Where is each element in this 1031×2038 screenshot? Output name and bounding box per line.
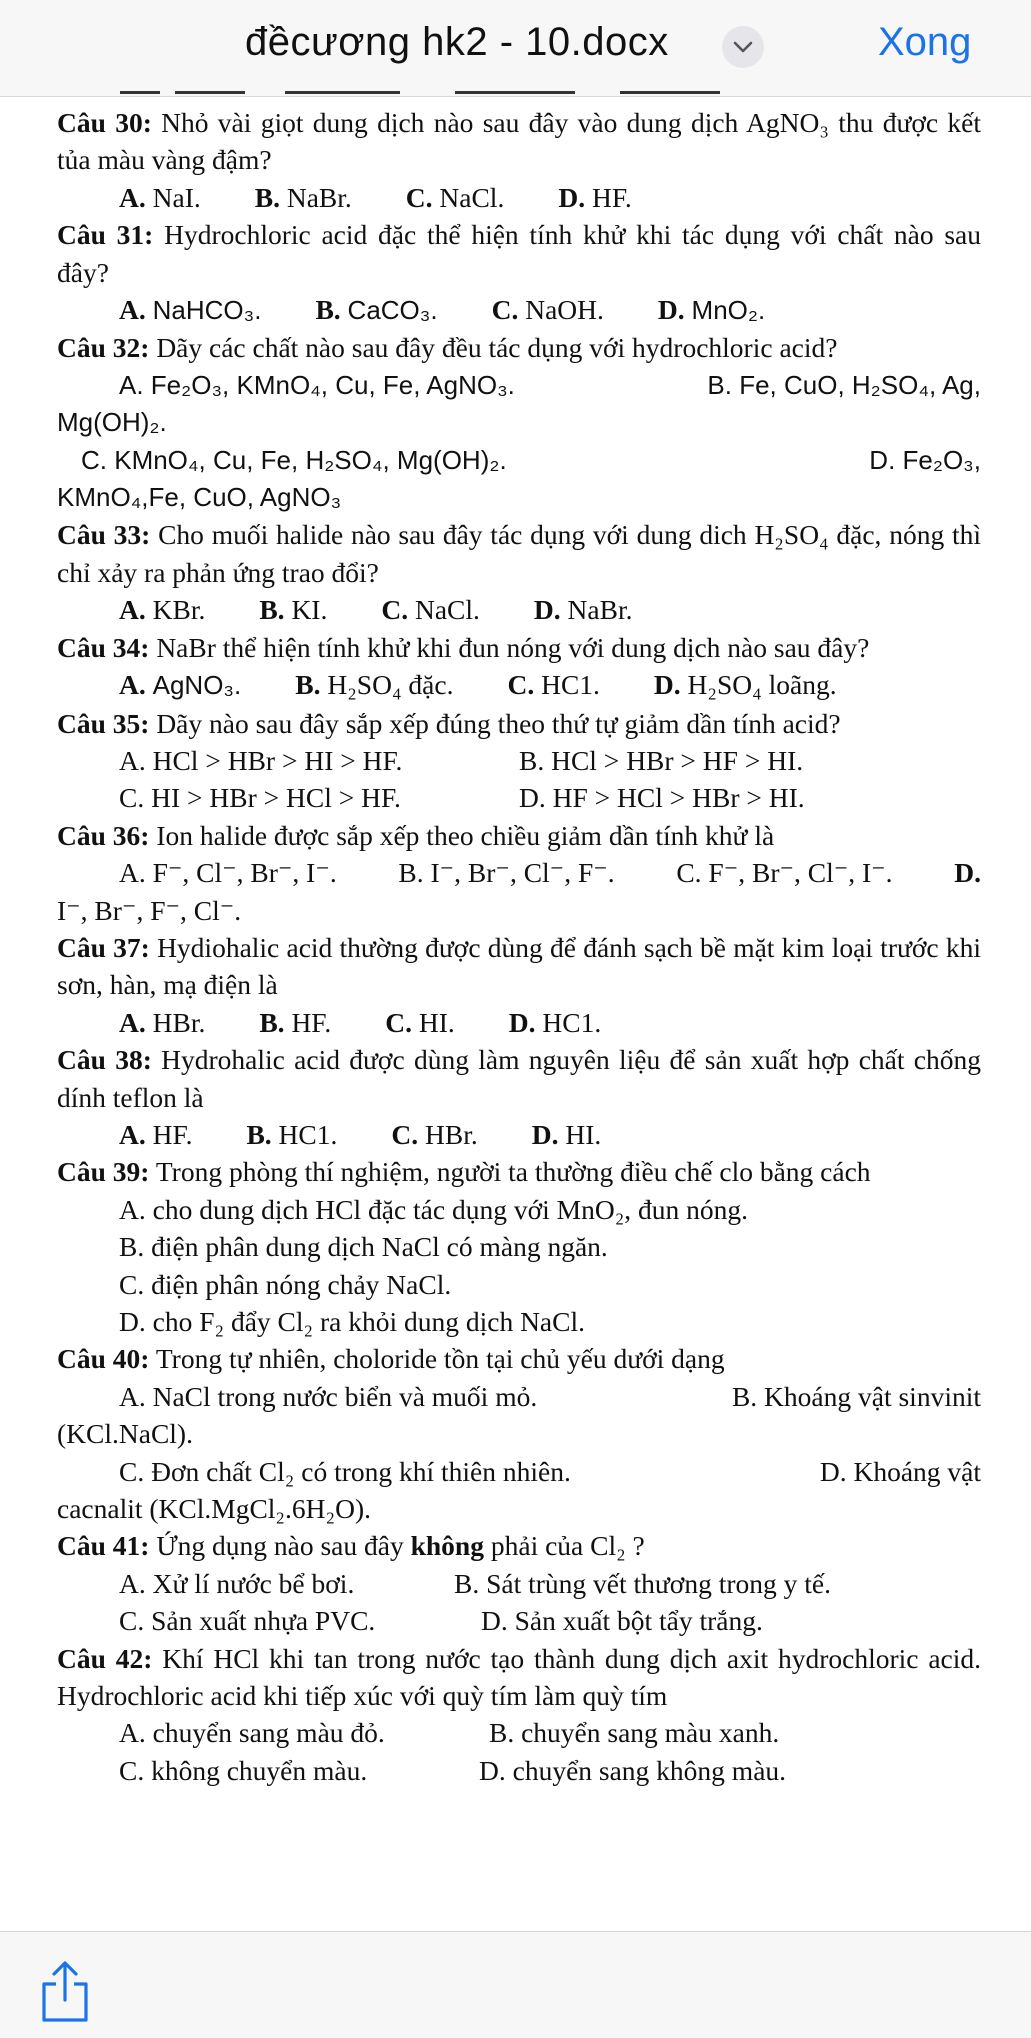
option-a: A. Xử lí nước bể bơi.: [119, 1567, 355, 1599]
question-41: [57, 1527, 981, 1564]
question-text: Hydrochloric acid đặc thể hiện tính khử khi tác dụng với chất nào sau đây?: [57, 219, 982, 288]
question-text: Dãy các chất nào sau đây đều tác dụng với hydrochloric acid?: [156, 332, 838, 364]
option-c: C. NaCl.: [405, 181, 505, 213]
question-number: Câu 39:: [57, 1156, 150, 1188]
question-text: Nhỏ vài giọt dung dịch nào sau đây vào dung dịch AgNO₃ thu được kết tủa màu vàng đậm?: [57, 107, 982, 176]
option-c: C. không chuyển màu.: [119, 1754, 368, 1786]
option-a: A. AgNO₃.: [119, 669, 242, 701]
option-c: C. NaOH.: [491, 294, 604, 326]
question-text-post: phải của Cl₂ ?: [483, 1530, 645, 1562]
option-a: A. KBr.: [119, 594, 206, 626]
option-d: D. HF.: [558, 181, 632, 213]
option-a: A. NaHCO₃.: [119, 294, 262, 326]
question-text: Cho muối halide nào sau đây tác dụng với dung dich H₂SO₄ đặc, nóng thì chỉ xảy ra phản ứng trao đổi?: [57, 519, 981, 588]
option-d: D. HI.: [531, 1118, 602, 1150]
option-b: B. NaBr.: [254, 181, 352, 213]
option-b: B. I⁻, Br⁻, Cl⁻, F⁻.: [398, 857, 615, 889]
question-text: Hydrohalic acid được dùng làm nguyên liệu để sản xuất hợp chất chống dính teflon là: [57, 1044, 982, 1113]
question-40: [57, 1340, 981, 1377]
question-text-pre: Ứng dụng nào sau đây: [156, 1530, 411, 1562]
question-number: Câu 33:: [57, 519, 151, 551]
option-c: C. HBr.: [391, 1118, 478, 1150]
option-d: D.: [954, 857, 981, 889]
title-menu-button[interactable]: [722, 26, 764, 68]
question-36: [57, 817, 981, 854]
question-text-bold: không: [410, 1530, 484, 1562]
option-a: A. NaI.: [119, 181, 201, 213]
option-d-cont: cacnalit (KCl.MgCl₂.6H₂O).: [57, 1493, 371, 1525]
document-title[interactable]: đềcương hk2 - 10.docx: [245, 20, 669, 64]
option-d: D. MnO₂.: [657, 294, 766, 326]
share-icon: [38, 1960, 92, 2024]
option-d: D. Khoáng vật: [819, 1455, 981, 1487]
question-text: Trong tự nhiên, choloride tồn tại chủ yếu dưới dạng: [155, 1343, 725, 1375]
options-42-cd: [57, 1752, 981, 1789]
question-number: Câu 31:: [57, 219, 154, 251]
bottom-toolbar: [0, 1931, 1031, 2038]
question-31: [57, 216, 981, 291]
option-d: D. Sản xuất bột tẩy trắng.: [481, 1605, 763, 1637]
question-number: Câu 32:: [57, 332, 150, 364]
option-a: A. HCl > HBr > HI > HF.: [119, 744, 403, 776]
option-b: B. Fe, CuO, H₂SO₄, Ag,: [707, 369, 981, 400]
option-b: B. HCl > HBr > HF > HI.: [519, 744, 804, 776]
question-30: [57, 104, 981, 179]
options-30: [57, 179, 981, 216]
option-c: C. Đơn chất Cl₂ có trong khí thiên nhiên.: [119, 1455, 571, 1487]
option-b: B. H₂SO₄ đặc.: [295, 669, 454, 701]
question-number: Câu 35:: [57, 707, 150, 739]
option-c: C. điện phân nóng chảy NaCl.: [119, 1268, 452, 1300]
question-text: Hydiohalic acid thường được dùng để đánh sạch bề mặt kim loại trước khi sơn, hàn, mạ điện là: [57, 931, 982, 1001]
question-number: Câu 30:: [57, 107, 152, 138]
option-c: C. HI.: [385, 1006, 455, 1038]
question-number: Câu 40:: [57, 1343, 150, 1375]
option-c: C. KMnO₄, Cu, Fe, H₂SO₄, Mg(OH)₂.: [81, 444, 507, 475]
option-b: B. Sát trùng vết thương trong y tế.: [454, 1567, 831, 1599]
question-35: [57, 705, 981, 742]
options-40-cd: [57, 1453, 981, 1490]
options-41-ab: [57, 1565, 981, 1602]
share-button[interactable]: [38, 1960, 92, 2024]
document-body: [57, 104, 981, 1789]
option-c: C. HI > HBr > HCl > HF.: [119, 782, 401, 814]
question-text: Ion halide được sắp xếp theo chiều giảm dần tính khử là: [156, 819, 775, 851]
option-b: B. HF.: [259, 1006, 332, 1038]
option-c: C. HC1.: [507, 669, 600, 701]
options-33: [57, 591, 981, 628]
options-42-ab: [57, 1714, 981, 1751]
option-a: A. cho dung dịch HCl đặc tác dụng với MnO₂, đun nóng.: [119, 1193, 749, 1225]
option-b: B. chuyển sang màu xanh.: [489, 1717, 780, 1749]
chevron-down-icon: [733, 41, 753, 53]
question-text: NaBr thể hiện tính khử khi đun nóng với dung dịch nào sau đây?: [156, 631, 870, 663]
option-d-cont: I⁻, Br⁻, F⁻, Cl⁻.: [57, 894, 242, 926]
option-b: B. HC1.: [246, 1118, 338, 1150]
options-38: [57, 1116, 981, 1153]
option-a: A. F⁻, Cl⁻, Br⁻, I⁻.: [119, 857, 337, 889]
question-38: [57, 1041, 981, 1116]
top-bar: [0, 0, 1031, 97]
options-31: [57, 291, 981, 329]
option-d: D. HF > HCl > HBr > HI.: [519, 782, 805, 814]
question-32: [57, 329, 981, 366]
options-36: [57, 854, 981, 891]
option-c: C. NaCl.: [381, 594, 480, 626]
question-number: Câu 36:: [57, 819, 150, 851]
cut-off-text-line: [100, 88, 720, 96]
options-32-ab: [57, 367, 981, 404]
question-number: Câu 37:: [57, 931, 150, 963]
question-number: Câu 38:: [57, 1044, 152, 1076]
option-a: A. chuyển sang màu đỏ.: [119, 1717, 385, 1749]
option-a: A. HBr.: [119, 1006, 206, 1038]
option-c: C. Sản xuất nhựa PVC.: [119, 1605, 376, 1637]
question-33: [57, 516, 981, 591]
option-b: B. Khoáng vật sinvinit: [731, 1380, 981, 1412]
options-35-ab: [57, 742, 981, 779]
options-35-cd: [57, 779, 981, 816]
question-text: Dãy nào sau đây sắp xếp đúng theo thứ tự giảm dần tính acid?: [156, 707, 841, 739]
option-b-cont: (KCl.NaCl).: [57, 1418, 193, 1450]
options-40-ab: [57, 1378, 981, 1415]
question-number: Câu 41:: [57, 1530, 150, 1562]
question-text: Trong phòng thí nghiệm, người ta thường điều chế clo bằng cách: [155, 1156, 871, 1188]
option-a: A. HF.: [119, 1118, 193, 1150]
question-42: [57, 1640, 981, 1715]
option-d: D. NaBr.: [533, 594, 633, 626]
option-d: D. Fe₂O₃,: [869, 444, 981, 475]
option-b-cont: Mg(OH)₂.: [57, 407, 167, 438]
option-d-cont: KMnO₄,Fe, CuO, AgNO₃: [57, 482, 342, 513]
option-b: B. CaCO₃.: [315, 294, 438, 326]
option-d: D. HC1.: [508, 1006, 602, 1038]
option-a: A. NaCl trong nước biển và muối mỏ.: [119, 1380, 538, 1412]
option-c: C. F⁻, Br⁻, Cl⁻, I⁻.: [676, 857, 893, 889]
option-d: D. H₂SO₄ loãng.: [653, 669, 837, 701]
question-34: [57, 629, 981, 666]
question-number: Câu 34:: [57, 631, 150, 663]
question-37: [57, 929, 981, 1004]
option-a: A. Fe₂O₃, KMnO₄, Cu, Fe, AgNO₃.: [119, 369, 515, 400]
question-text: Khí HCl khi tan trong nước tạo thành dung dịch axit hydrochloric acid. Hydrochloric acid khi tiếp xúc với quỳ tím làm quỳ tím: [57, 1642, 982, 1712]
options-32-cd: [57, 442, 981, 479]
option-b: B. KI.: [259, 594, 328, 626]
option-d: D. cho F₂ đẩy Cl₂ ra khỏi dung dịch NaCl.: [119, 1306, 585, 1337]
options-34: [57, 666, 981, 704]
option-d: D. chuyển sang không màu.: [479, 1754, 787, 1786]
question-39: [57, 1153, 981, 1190]
options-41-cd: [57, 1602, 981, 1639]
question-number: Câu 42:: [57, 1642, 153, 1674]
option-b: B. điện phân dung dịch NaCl có màng ngăn.: [119, 1231, 608, 1263]
options-37: [57, 1004, 981, 1041]
done-button[interactable]: Xong: [878, 20, 972, 64]
